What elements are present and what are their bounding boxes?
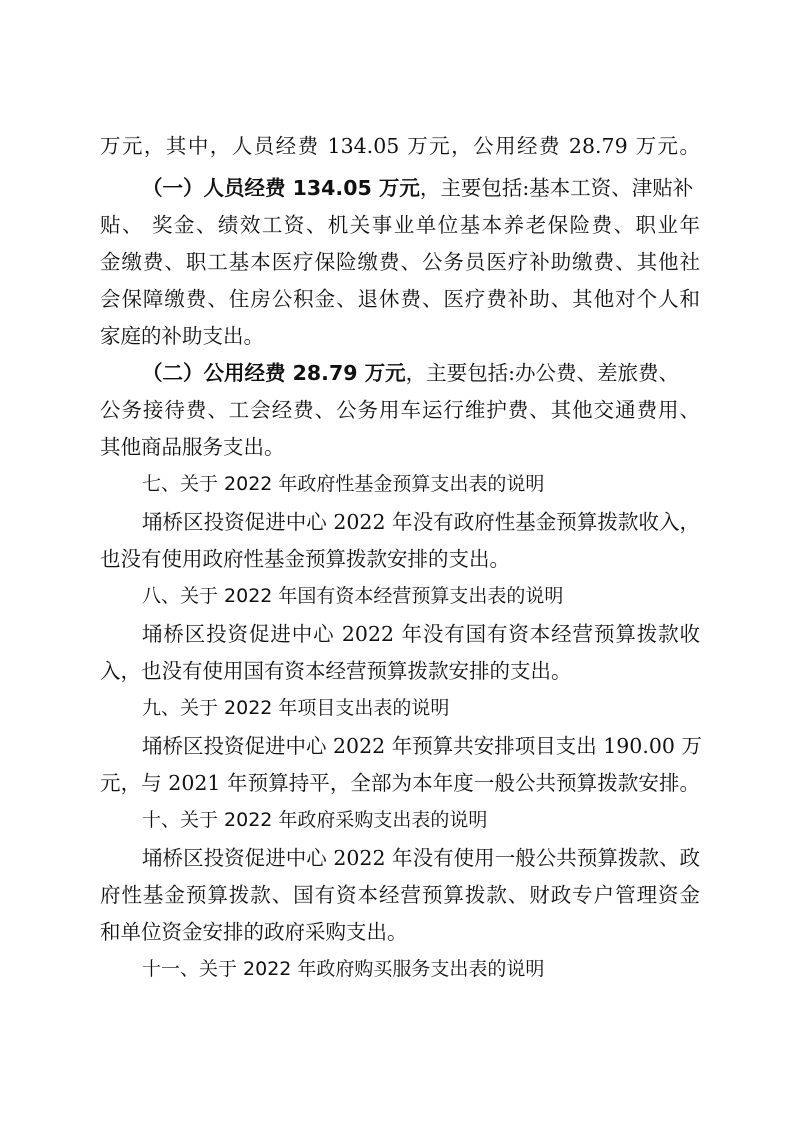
- section-7-heading: 七、关于 2022 年政府性基金预算支出表的说明: [142, 473, 545, 495]
- section-8-heading: 八、关于 2022 年国有资本经营预算支出表的说明: [142, 585, 564, 607]
- section-7-line-2: 也没有使用政府性基金预算拨款安排的支出。: [100, 547, 510, 571]
- personnel-line-3: 金缴费、职工基本医疗保险缴费、公务员医疗补助缴费、其他社: [100, 250, 700, 274]
- personnel-line-5: 家庭的补助支出。: [100, 324, 264, 348]
- section-8-line-1: 埇桥区投资促进中心 2022 年没有国有资本经营预算拨款收: [142, 622, 700, 646]
- section-9-line-2: 元，与 2021 年预算持平，全部为本年度一般公共预算拨款安排。: [100, 771, 700, 795]
- section-7-line-1: 埇桥区投资促进中心 2022 年没有政府性基金预算拨款收入，: [142, 510, 700, 534]
- public-expense-line-1: [142, 363, 700, 384]
- section-9-line-1: 埇桥区投资促进中心 2022 年预算共安排项目支出 190.00 万: [142, 734, 702, 758]
- section-10-heading: 十、关于 2022 年政府采购支出表的说明: [142, 809, 488, 831]
- section-11-heading: 十一、关于 2022 年政府购买服务支出表的说明: [142, 958, 545, 980]
- personnel-line-2: 贴、 奖金、绩效工资、机关事业单位基本养老保险费、职业年: [100, 213, 700, 237]
- personnel-line-4: 会保障缴费、住房公积金、退休费、医疗费补助、其他对个人和: [100, 287, 700, 311]
- personnel-lead: （一）: [142, 176, 204, 200]
- public-expense-line-3: 其他商品服务支出。: [100, 435, 285, 459]
- section-8-line-2: 入，也没有使用国有资本经营预算拨款安排的支出。: [100, 659, 572, 683]
- personnel-lead-amount: 人员经费 134.05 万元: [203, 176, 420, 200]
- section-10-line-2: 府性基金预算拨款、国有资本经营预算拨款、财政专户管理资金: [100, 883, 700, 907]
- public-expense-lead: （二）公用经费 28.79 万元: [142, 361, 406, 385]
- public-expense-line-1-rest: ，主要包括:办公费、差旅费、: [405, 361, 680, 385]
- personnel-line-1-rest: ，主要包括:基本工资、津贴补: [419, 176, 694, 200]
- section-10-line-1: 埇桥区投资促进中心 2022 年没有使用一般公共预算拨款、政: [142, 846, 700, 870]
- personnel-line-1: [142, 178, 700, 199]
- public-expense-line-2: 公务接待费、工会经费、公务用车运行维护费、其他交通费用、: [100, 398, 700, 422]
- section-10-line-3: 和单位资金安排的政府采购支出。: [100, 920, 408, 944]
- section-9-heading: 九、关于 2022 年项目支出表的说明: [142, 697, 450, 719]
- intro-line: 万元，其中，人员经费 134.05 万元，公用经费 28.79 万元。: [100, 134, 700, 158]
